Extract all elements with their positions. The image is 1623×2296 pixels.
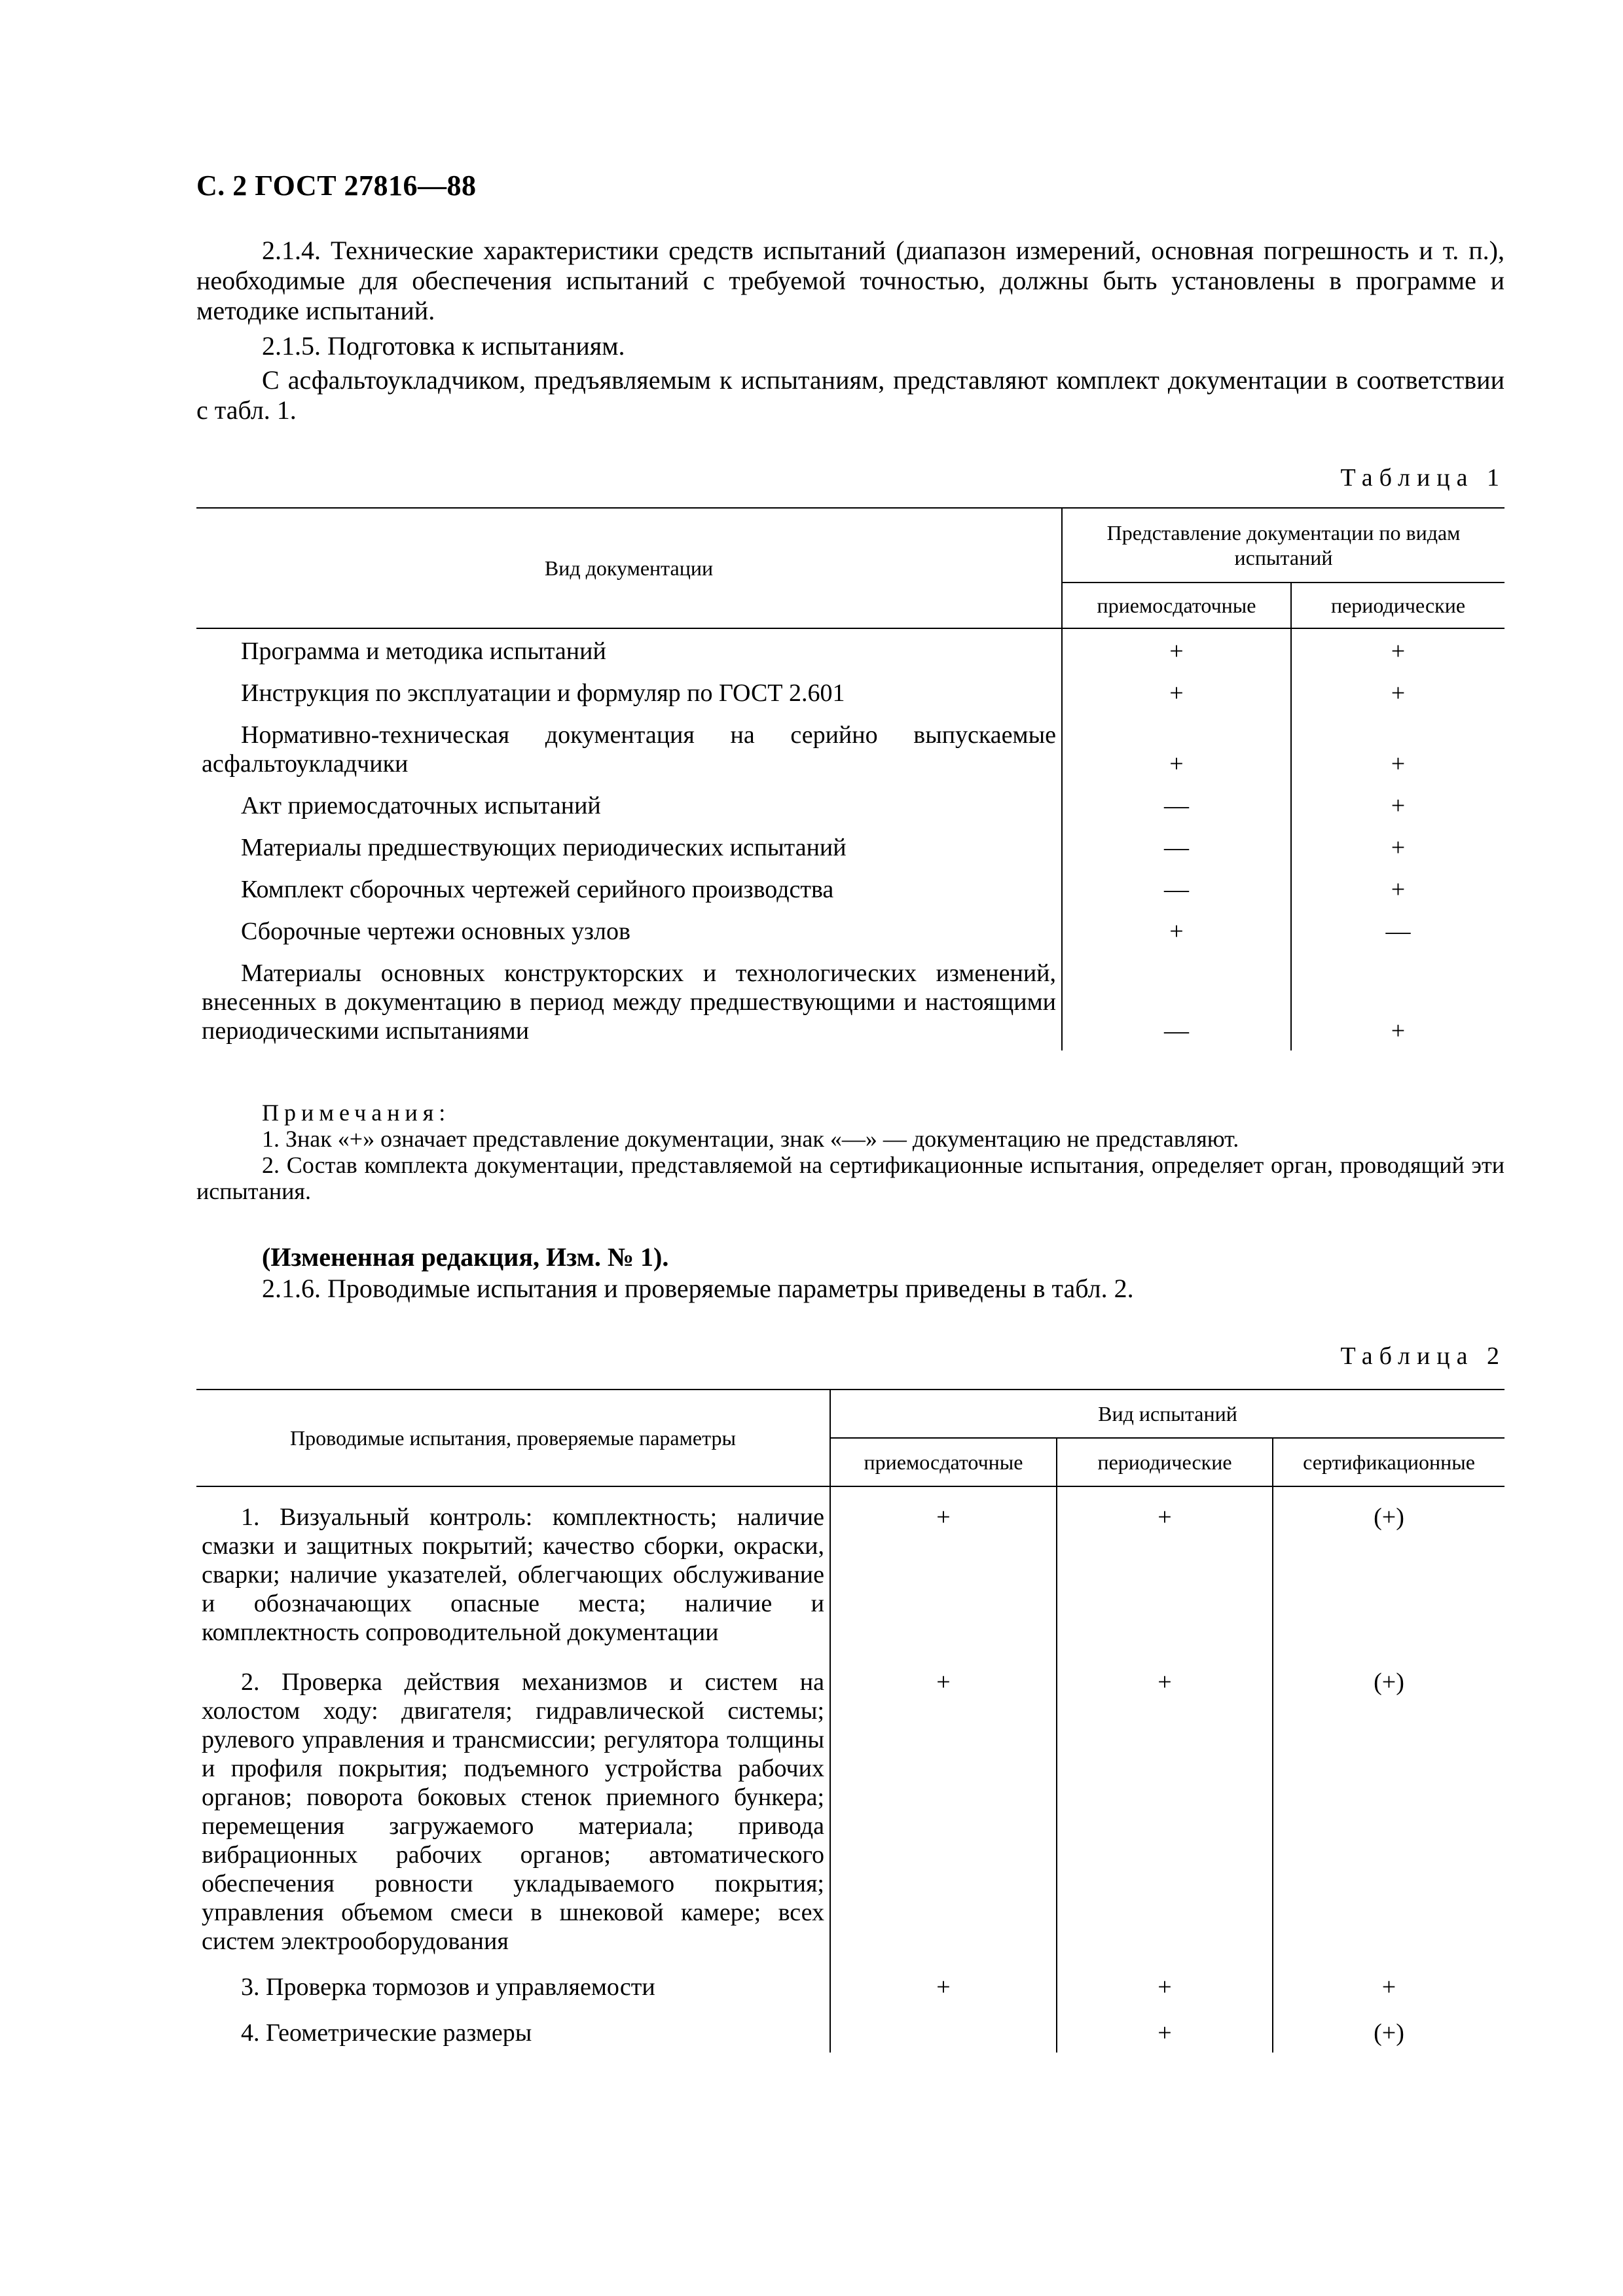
table2-row-name: 3. Проверка тормозов и управляемости: [241, 1973, 655, 2001]
table1-header-a: приемосдаточные: [1062, 583, 1291, 628]
table1-row-a: +: [1062, 909, 1291, 951]
table2-row-a: +: [830, 1652, 1057, 1961]
table1-row-b: —: [1291, 909, 1504, 951]
table1-label: Таблица 1: [1340, 464, 1506, 492]
amendment-note: (Измененная редакция, Изм. № 1).: [262, 1242, 669, 1272]
table1-header-doc: Вид документации: [196, 508, 1062, 628]
notes-title: Примечания:: [262, 1100, 451, 1126]
table1-row-b: +: [1291, 713, 1504, 783]
table2-row-c: (+): [1273, 1652, 1504, 1961]
table2-row-name: 2. Проверка действия механизмов и систем на холостом ходу: двигателя; гидравлической системы; рулевого управления и трансмиссии; регулятора толщины и профиля покрытия; подъемного устройства рабочих органов; поворота боковых стенок приемного бункера; перемещения загружаемого материала; привода вибрационных рабочих органов; автоматического обеспечения ровности укладываемого покрытия; управления объемом смеси в шнековой камере; всех систем электрооборудования: [202, 1668, 824, 1955]
table2-header-a: приемосдаточные: [830, 1438, 1057, 1486]
table-row: [196, 825, 1504, 867]
table1-row-name: Материалы предшествующих периодических испытаний: [241, 834, 847, 861]
table1-row-a: +: [1062, 713, 1291, 783]
table2-header-c: сертификационные: [1273, 1438, 1504, 1486]
table2-header-b: периодические: [1057, 1438, 1273, 1486]
table1-row-a: +: [1062, 628, 1291, 671]
table1-row-name: Комплект сборочных чертежей серийного производства: [241, 876, 834, 903]
table-row: [196, 671, 1504, 713]
table-row: [196, 909, 1504, 951]
table1-row-name: Материалы основных конструкторских и технологических изменений, внесенных в документацию в период между предшествующими и настоящими периодическими испытаниями: [202, 960, 1056, 1045]
table2-row-b: +: [1057, 2007, 1273, 2053]
table1-row-a: +: [1062, 671, 1291, 713]
table2-row-b: +: [1057, 1961, 1273, 2007]
table2-row-c: +: [1273, 1961, 1504, 2007]
table2-row-a: [830, 2007, 1057, 2053]
notes-block: [196, 1100, 1504, 1204]
table2-row-name: 4. Геометрические размеры: [241, 2019, 532, 2047]
table-row: [196, 1652, 1504, 1961]
table-row: [196, 783, 1504, 825]
note-1: 1. Знак «+» означает представление документации, знак «—» — документацию не представляют.: [262, 1126, 1239, 1152]
table-row: [196, 951, 1504, 1050]
table-row: [196, 2007, 1504, 2053]
table1-header-group: Представление документации по видам испытаний: [1062, 508, 1504, 583]
table1-row-b: +: [1291, 951, 1504, 1050]
table1-row-name: Нормативно-техническая документация на серийно выпускаемые асфальтоукладчики: [202, 721, 1056, 778]
table1-row-a: —: [1062, 825, 1291, 867]
table1-row-a: —: [1062, 951, 1291, 1050]
table2-header-group: Вид испытаний: [830, 1390, 1504, 1438]
table2-row-c: (+): [1273, 1486, 1504, 1652]
paragraph-2-1-4: 2.1.4. Технические характеристики средств испытаний (диапазон измерений, основная погрешность и т. п.), необходимые для обеспечения испытаний с требуемой точностью, должны быть установлены в программе и методике испытаний.: [196, 236, 1504, 325]
table2-row-name: 1. Визуальный контроль: комплектность; наличие смазки и защитных покрытий; качество сборки, окраски, сварки; наличие указателей, облегчающих обслуживание и обозначающих опасные места; наличие и комплектность сопроводительной документации: [202, 1503, 824, 1646]
table2-row-a: +: [830, 1486, 1057, 1652]
document-page: [196, 0, 1506, 2296]
table-row: [196, 867, 1504, 909]
table2-row-b: +: [1057, 1486, 1273, 1652]
table-row: [196, 1486, 1504, 1652]
note-2: 2. Состав комплекта документации, представляемой на сертификационные испытания, определяет орган, проводящий эти испытания.: [196, 1152, 1504, 1204]
table1-row-b: +: [1291, 628, 1504, 671]
table2-header-param: Проводимые испытания, проверяемые параметры: [196, 1390, 830, 1486]
table2-row-c: (+): [1273, 2007, 1504, 2053]
table-row: [196, 713, 1504, 783]
table1-row-name: Акт приемосдаточных испытаний: [241, 792, 601, 819]
table1-row-b: +: [1291, 867, 1504, 909]
table1-row-name: Сборочные чертежи основных узлов: [241, 918, 630, 945]
table-2: [196, 1389, 1504, 2053]
paragraph-2-1-6: 2.1.6. Проводимые испытания и проверяемые параметры приведены в табл. 2.: [262, 1274, 1134, 1303]
table1-row-name: Программа и методика испытаний: [241, 637, 606, 665]
table-row: [196, 1961, 1504, 2007]
table-1: [196, 507, 1504, 1050]
table1-row-b: +: [1291, 783, 1504, 825]
table-row: [196, 628, 1504, 671]
table1-row-a: —: [1062, 867, 1291, 909]
table1-row-b: +: [1291, 825, 1504, 867]
paragraph-2-1-5: 2.1.5. Подготовка к испытаниям.: [262, 331, 625, 361]
paragraph-2-1-5-text: С асфальтоукладчиком, предъявляемым к испытаниям, представляют комплект документации в соответствии с табл. 1.: [196, 365, 1504, 425]
table1-header-b: периодические: [1291, 583, 1504, 628]
table1-row-a: —: [1062, 783, 1291, 825]
table2-label: Таблица 2: [1340, 1342, 1506, 1370]
table1-row-name: Инструкция по эксплуатации и формуляр по ГОСТ 2.601: [241, 679, 845, 707]
table1-row-b: +: [1291, 671, 1504, 713]
table2-row-a: +: [830, 1961, 1057, 2007]
page-header: С. 2 ГОСТ 27816—88: [196, 170, 477, 202]
table2-row-b: +: [1057, 1652, 1273, 1961]
